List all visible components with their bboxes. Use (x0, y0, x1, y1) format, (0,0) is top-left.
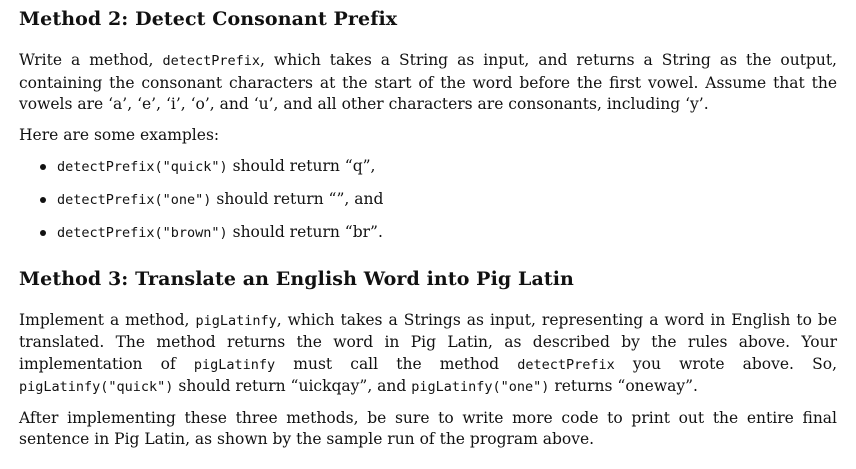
method3-desc-text-1: Implement a method, (19, 310, 196, 329)
examples-intro: Here are some examples: (19, 125, 220, 144)
document-page (19, 0, 837, 451)
method2-description (19, 50, 837, 116)
example-text: should return “”, and (211, 190, 384, 208)
method3-desc-code-quick-call: pigLatinfy("quick") (19, 379, 174, 395)
example-item (19, 222, 837, 245)
method2-desc-text-2: , which takes a String as input, and returns a String as the output, containing the consonant characters at the start of the word before the first vowel. Assume that the vowels are ‘a’, ‘e’, ‘i’, ‘o’, and ‘u’, and all other characters are consonants, including ‘y’. (19, 51, 837, 113)
method3-heading: Method 3: Translate an English Word into Pig Latin (19, 267, 574, 290)
method3-desc-text-3: must call the method (275, 354, 518, 373)
example-item (19, 189, 837, 212)
method3-description (19, 310, 837, 399)
example-code: detectPrefix("quick") (57, 159, 228, 175)
method3-desc-text-4: you wrote above. So, (614, 354, 837, 373)
method3-desc-code-one-call: pigLatinfy("one") (411, 379, 550, 395)
method3-desc-code-piglatinfy-2: pigLatinfy (193, 356, 276, 373)
method3-desc-text-5: should return “uickqay”, and (173, 377, 412, 395)
bullet-icon (40, 230, 46, 236)
method3-desc-text-6: returns “oneway”. (549, 377, 698, 395)
method3-desc-text-2: , which takes a Strings as input, representing a word in English to be translated. The method returns the word in Pig Latin, as described by the rules above. Your implementation of (19, 310, 837, 373)
example-text: should return “q”, (227, 157, 376, 175)
example-item (19, 156, 837, 179)
bullet-icon (40, 164, 46, 170)
examples-list (19, 156, 837, 245)
method2-desc-code-detectprefix: detectPrefix (162, 53, 261, 69)
method2-desc-text-1: Write a method, (19, 51, 163, 69)
bullet-icon (40, 197, 46, 203)
example-code: detectPrefix("one") (57, 192, 212, 208)
closing-paragraph: After implementing these three methods, be sure to write more code to print out the entire final sentence in Pig Latin, as shown by the sample run of the program above. (19, 408, 837, 448)
method3-desc-code-detectprefix: detectPrefix (517, 356, 615, 373)
example-text: should return “br”. (227, 223, 383, 241)
example-code: detectPrefix("brown") (57, 225, 228, 241)
method2-heading: Method 2: Detect Consonant Prefix (19, 8, 398, 30)
method3-desc-code-piglatinfy: pigLatinfy (195, 312, 277, 329)
